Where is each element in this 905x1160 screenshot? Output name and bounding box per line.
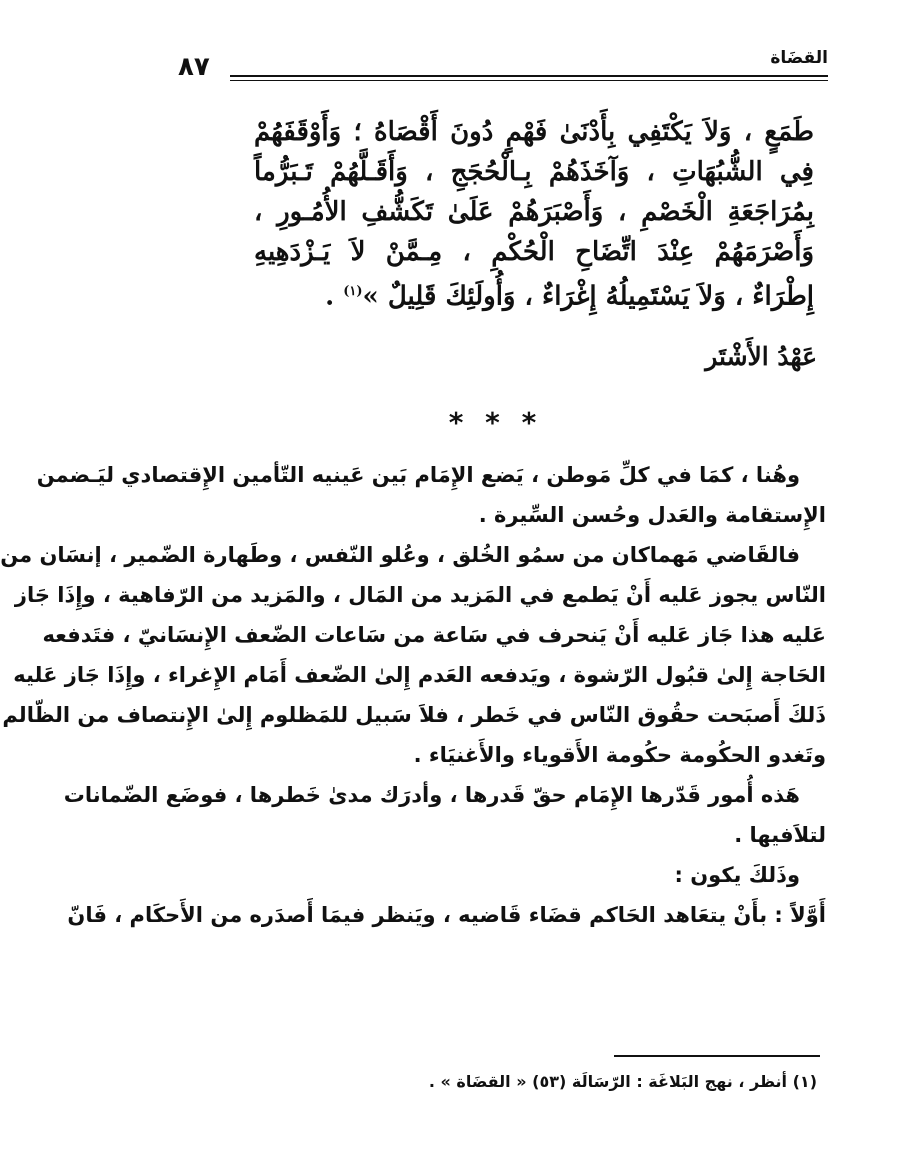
running-header xyxy=(178,42,828,82)
paragraph-line: أَوَّلاً : بأَنْ يتعَاهد الحَاكم قضَاء قَاضيه ، ويَنظر فيمَا أَصدَره من الأَحكَام ، فَانّ xyxy=(67,903,826,927)
section-separator: * * * xyxy=(448,406,543,439)
paragraph-line: ذَلكَ أَصبَحت حقُوق النّاس في خَطر ، فلاَ سَبيل للمَظلوم إِلىٰ الإِنتصاف من الظّالم xyxy=(2,703,826,727)
paragraph-line: وذَلكَ يكون : xyxy=(674,863,800,887)
quote-line: فِي الشُّبُهَاتِ ، وَآخَذَهُمْ بِـالْحُجَجِ ، وَأَقَـلَّهُمْ تَـبَرُّماً xyxy=(254,157,814,187)
paragraph-line: النّاس يجوز عَليه أَنْ يَطمع في المَزيد من المَال ، والمَزيد من الرّفاهية ، وإِذَا جَاز xyxy=(14,583,826,607)
header-rule xyxy=(230,75,828,77)
quote-line: بِمُرَاجَعَةِ الْخَصْمِ ، وَأَصْبَرَهُمْ عَلَىٰ تَكَشُّفِ الأُمُـورِ ، xyxy=(254,197,814,227)
paragraph-line: فالقَاضي مَهماكان من سمُو الخُلق ، وعُلو النّفس ، وطَهارة الضّمير ، إنسَان من xyxy=(0,543,800,567)
quote-end-punct: . xyxy=(325,281,335,312)
quote-attribution: عَهْدُ الأَشْتَر xyxy=(705,342,817,371)
paragraph-line: وتَغدو الحكُومة حكُومة الأَقوياء والأَغنيَاء . xyxy=(413,743,826,767)
paragraph-line: الإِستقامة والعَدل وحُسن السِّيرة . xyxy=(478,503,826,527)
quote-line-last xyxy=(254,272,814,312)
body-text xyxy=(0,455,826,935)
paragraph-line: هَذه أُمور قَدّرها الإِمَام حقّ قَدرها ، وأدرَك مدىٰ خَطرها ، فوضَع الضّمانات xyxy=(63,783,800,807)
quote-block xyxy=(254,112,814,312)
paragraph-line: وهُنا ، كمَا في كلِّ مَوطن ، يَضع الإِمَام بَين عَينيه التّأمين الإِقتصادي ليَـضمن xyxy=(36,463,800,487)
paragraph-line: الحَاجة إِلىٰ قبُول الرّشوة ، ويَدفعه العَدم إِلىٰ الضّعف أَمَام الإِغراء ، وإِذَا جَاز عَليه xyxy=(13,663,826,687)
quote-line: وَأَصْرَمَهُمْ عِنْدَ اتِّضَاحِ الْحُكْمِ ، مِـمَّنْ لاَ يَـزْدَهِيهِ xyxy=(254,237,814,267)
footnote: (١) أنظر ، نهج البَلاغَة : الرّسَالَة (٥٣) « القضَاة » . xyxy=(428,1072,817,1091)
paragraph-line: لتلاَفيها . xyxy=(734,823,826,847)
running-title: القضَاة xyxy=(770,48,828,68)
footnote-rule xyxy=(614,1055,820,1057)
paragraph-line: عَليه هذا جَاز عَليه أَنْ يَنحرف في سَاعة من سَاعات الضّعف الإِنسَانيّ ، فتَدفعه xyxy=(42,623,826,647)
page-number: ٨٧ xyxy=(178,52,210,82)
quote-line: طَمَعٍ ، وَلاَ يَكْتَفِي بِأَدْنَىٰ فَهْمٍ دُونَ أَقْصَاهُ ؛ وَأَوْقَفَهُمْ xyxy=(254,117,814,147)
header-rule-thin xyxy=(230,80,828,81)
quote-line-text: إِطْرَاءٌ ، وَلاَ يَسْتَمِيلُهُ إِغْرَاءٌ ، وَأُولَئِكَ قَلِيلٌ » xyxy=(362,281,814,312)
footnote-marker: (١) xyxy=(343,284,363,299)
